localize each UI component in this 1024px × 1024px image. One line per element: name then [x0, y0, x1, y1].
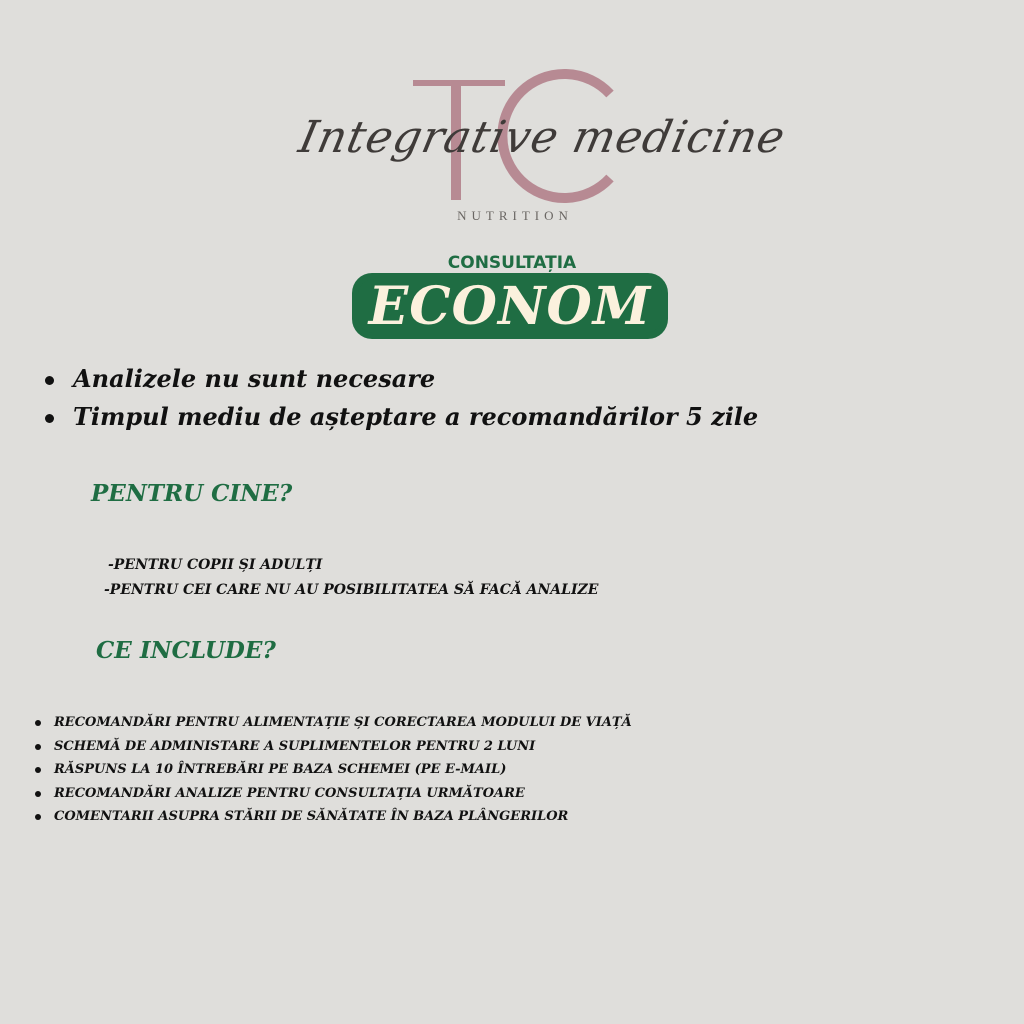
- includes-item: RECOMANDĂRI ANALIZE PENTRU CONSULTAȚIA URMĂTOARE: [33, 782, 632, 806]
- includes-item: RĂSPUNS LA 10 ÎNTREBĂRI PE BAZA SCHEMEI (PE E-MAIL): [33, 758, 632, 782]
- econom-title: ECONOM: [368, 275, 652, 337]
- includes-list: [33, 711, 632, 829]
- logo-subtitle: NUTRITION: [457, 208, 573, 223]
- includes-item: COMENTARII ASUPRA STĂRII DE SĂNĂTATE ÎN BAZA PLÂNGERILOR: [33, 805, 632, 829]
- highlight-item: Timpul mediu de așteptare a recomandărilor 5 zile: [45, 398, 758, 436]
- consultation-label: CONSULTAȚIA: [447, 253, 577, 273]
- econom-badge: [352, 273, 668, 339]
- logo-script-text: Integrative medicine: [294, 112, 791, 163]
- audience-title: PENTRU CINE?: [91, 480, 293, 507]
- highlight-item: Analizele nu sunt necesare: [45, 360, 758, 398]
- includes-item: RECOMANDĂRI PENTRU ALIMENTAȚIE ȘI CORECTAREA MODULUI DE VIAȚĂ: [33, 711, 632, 735]
- audience-item: -PENTRU CEI CARE NU AU POSIBILITATEA SĂ FACĂ ANALIZE: [104, 582, 599, 598]
- includes-item: SCHEMĂ DE ADMINISTARE A SUPLIMENTELOR PENTRU 2 LUNI: [33, 735, 632, 759]
- includes-title: CE INCLUDE?: [96, 637, 276, 664]
- audience-item: -PENTRU COPII ȘI ADULȚI: [108, 557, 323, 573]
- highlights-list: [45, 360, 758, 436]
